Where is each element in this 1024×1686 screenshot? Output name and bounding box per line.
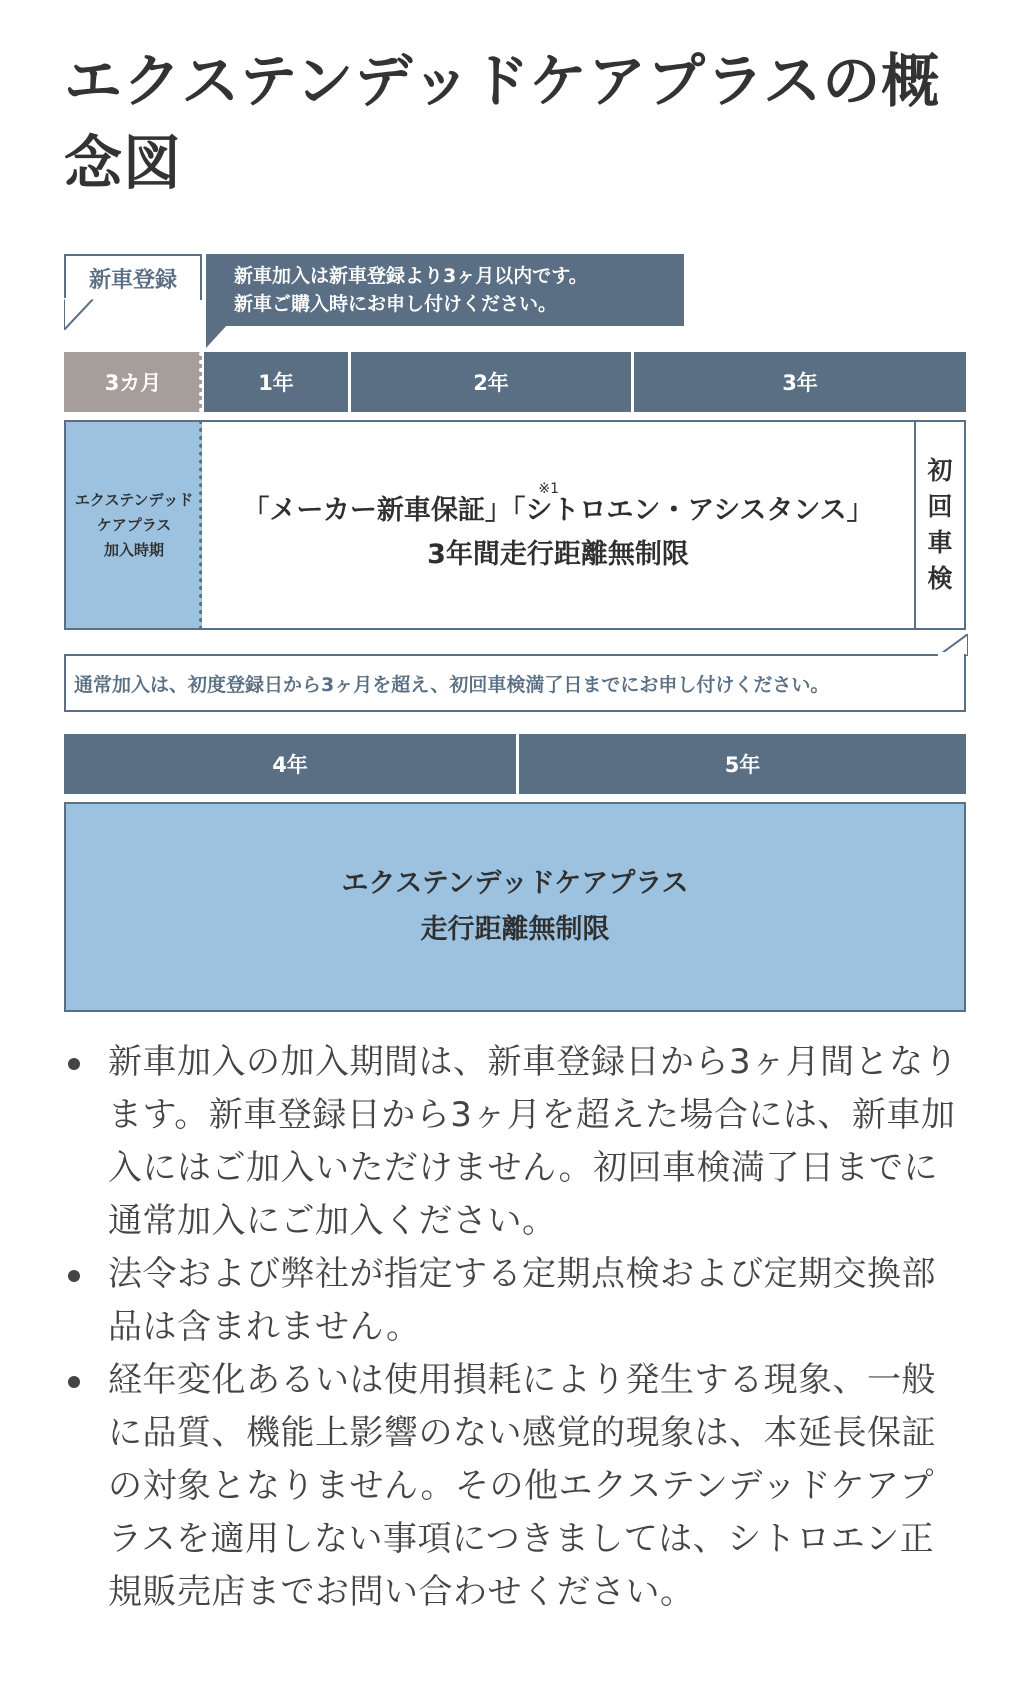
list-item (64, 1036, 964, 1248)
extended-care-plus-cell (64, 802, 966, 1012)
warranty-cell (202, 420, 914, 630)
new-registration-tag: 新車登録 (64, 254, 202, 300)
enrollment-period-line1: エクステンデッド (74, 490, 194, 509)
normal-enrollment-note: 通常加入は、初度登録日から3ヶ月を超え、初回車検満了日までにお申し付けください。 (64, 654, 966, 712)
bullet-icon (68, 1270, 80, 1282)
notes-list (64, 1036, 964, 1619)
bullet-icon (68, 1376, 80, 1388)
page-title: エクステンデッドケアプラスの概念図 (64, 47, 941, 197)
warranty-footnote-mark: ※1 (538, 481, 559, 497)
enrollment-period-line2: ケアプラス (96, 515, 172, 534)
first-inspection-char: 初 (927, 456, 953, 485)
list-item (64, 1248, 964, 1354)
note-text: 経年変化あるいは使用損耗により発生する現象、一般に品質、機能上影響のない感覚的現象は、本延長保証の対象となりません。その他エクステンデッドケアプラスを適用しない事項につきましては、シトロエン正規販売店までお問い合わせください。 (108, 1360, 936, 1612)
timeline-year-1: 1年 (204, 352, 348, 412)
timeline-year-5: 5年 (519, 734, 966, 794)
note-text: 新車加入の加入期間は、新車登録日から3ヶ月間となります。新車登録日から3ヶ月を超えた場合には、新車加入にはご加入いただけません。初回車検満了日までに通常加入にご加入ください。 (108, 1042, 959, 1241)
timeline-year-2: 2年 (351, 352, 631, 412)
enrollment-note-pointer (206, 324, 228, 348)
timeline-divider (199, 352, 203, 412)
new-enrollment-note (206, 254, 684, 326)
warranty-mileage: 3年間走行距離無制限 (427, 539, 689, 570)
warranty-title: 「メーカー新車保証」「シトロエン・アシスタンス」 (242, 495, 874, 526)
first-inspection-char: 車 (927, 528, 953, 557)
list-item (64, 1354, 964, 1619)
new-enrollment-note-line2: 新車ご購入時にお申し付けください。 (234, 293, 558, 315)
first-inspection-char: 検 (927, 564, 953, 593)
enrollment-period-cell (64, 420, 202, 630)
bullet-icon (68, 1058, 80, 1070)
timeline-3-months: 3カ月 (64, 352, 202, 412)
timeline-year-4: 4年 (64, 734, 516, 794)
first-inspection-cell (914, 420, 966, 630)
note-text: 法令および弊社が指定する定期点検および定期交換部品は含まれません。 (108, 1254, 936, 1347)
normal-note-pointer-join (938, 652, 966, 658)
new-enrollment-note-line1: 新車加入は新車登録より3ヶ月以内です。 (234, 265, 588, 287)
registration-tag-pointer (64, 298, 94, 330)
timeline-year-3: 3年 (634, 352, 966, 412)
enrollment-period-line3: 加入時期 (103, 540, 164, 559)
extended-care-mileage: 走行距離無制限 (420, 914, 610, 945)
extended-care-title: エクステンデッドケアプラス (341, 868, 689, 899)
first-inspection-char: 回 (927, 492, 953, 521)
